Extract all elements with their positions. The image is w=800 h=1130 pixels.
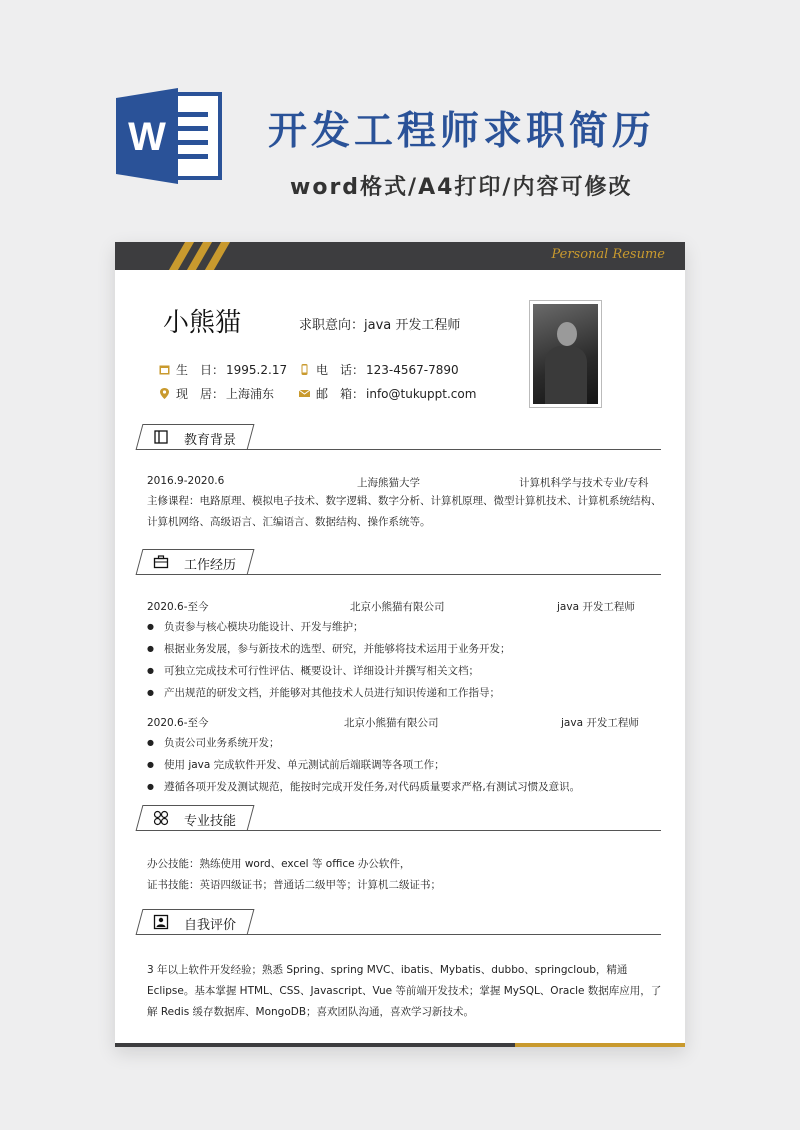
info-birthday: 生 日： 1995.2.17 bbox=[159, 361, 287, 378]
edu-courses: 主修课程：电路原理、模拟电子技术、数字逻辑、数字分析、计算机原理、微型计算机技术、计算机系统结构、计算机网络、高级语言、汇编语言、数据结构、操作系统等。 bbox=[147, 495, 662, 528]
job-role: java 开发工程师 bbox=[557, 601, 635, 613]
profile-photo bbox=[529, 300, 602, 408]
banner-title: 开发工程师求职简历 bbox=[268, 109, 656, 154]
job-duty: ● 可独立完成技术可行性评估、概要设计、详细设计并撰写相关文档； bbox=[147, 663, 479, 678]
job-target: 求职意向：java 开发工程师 bbox=[299, 318, 461, 333]
calendar-icon bbox=[159, 364, 170, 375]
self-evaluation-text: 3 年以上软件开发经验；熟悉 Spring、spring MVC、ibatis、Mybatis、dubbo、springcloub，精通 Eclipse。基本掌握 HTML、CSS、Javascript、Vue 等前端开发技术；掌握 MySQL、Oracle 数据库应用，了解 Redis 缓存数据库、MongoDB；喜欢团队沟通，喜欢学习新技术。 bbox=[147, 964, 662, 1018]
job-period: 2020.6-至今 bbox=[147, 717, 209, 729]
resume-top-bar bbox=[115, 242, 685, 270]
job-duty: ● 产出规范的研发文档，并能够对其他技术人员进行知识传递和工作指导； bbox=[147, 685, 500, 700]
job-company: 北京小熊猫有限公司 bbox=[350, 601, 445, 613]
job-company: 北京小熊猫有限公司 bbox=[344, 717, 439, 729]
location-pin-icon bbox=[159, 388, 170, 399]
job-period: 2020.6-至今 bbox=[147, 601, 209, 613]
skill-line: 证书技能：英语四级证书；普通话二级甲等；计算机二级证书； bbox=[147, 879, 441, 891]
section-title: 工作经历 bbox=[184, 558, 237, 573]
job-duty: ● 负责公司业务系统开发； bbox=[147, 735, 279, 750]
info-phone: 电 话： 123-4567-7890 bbox=[299, 361, 459, 378]
phone-icon bbox=[299, 364, 310, 375]
job-role: java 开发工程师 bbox=[561, 717, 639, 729]
edu-period: 2016.9-2020.6 bbox=[147, 475, 225, 487]
briefcase-icon bbox=[153, 554, 169, 570]
job-duty: ● 根据业务发展，参与新技术的选型、研究，并能够将技术运用于业务开发； bbox=[147, 641, 510, 656]
section-title: 专业技能 bbox=[184, 814, 237, 829]
resume-bottom-bar bbox=[115, 1043, 685, 1047]
edu-major: 计算机科学与技术专业/专科 bbox=[519, 477, 649, 489]
job-duty: ● 遵循各项开发及测试规范，能按时完成开发任务,对代码质量要求严格,有测试习惯及意识。 bbox=[147, 779, 580, 794]
resume-sheet bbox=[115, 242, 685, 1047]
section-title: 教育背景 bbox=[184, 433, 237, 448]
job-duty: ● 负责参与核心模块功能设计、开发与维护； bbox=[147, 619, 363, 634]
word-logo-letter: W bbox=[128, 115, 166, 159]
personal-resume-label: Personal Resume bbox=[551, 247, 665, 262]
book-icon bbox=[153, 429, 169, 445]
mail-icon bbox=[299, 388, 310, 399]
job-duty: ● 使用 java 完成软件开发、单元测试前后端联调等各项工作； bbox=[147, 757, 445, 772]
grid-icon bbox=[153, 810, 169, 826]
candidate-name: 小熊猫 bbox=[163, 308, 242, 338]
word-doc-icon bbox=[116, 84, 226, 184]
info-email: 邮 箱： info@tukuppt.com bbox=[299, 385, 476, 402]
banner-subtitle: word格式/A4打印/内容可修改 bbox=[290, 175, 633, 200]
skill-line: 办公技能：熟练使用 word、excel 等 office 办公软件， bbox=[147, 858, 411, 870]
edu-school: 上海熊猫大学 bbox=[357, 477, 420, 489]
person-card-icon bbox=[153, 914, 169, 930]
info-residence: 现 居： 上海浦东 bbox=[159, 385, 274, 402]
section-title: 自我评价 bbox=[184, 918, 237, 933]
